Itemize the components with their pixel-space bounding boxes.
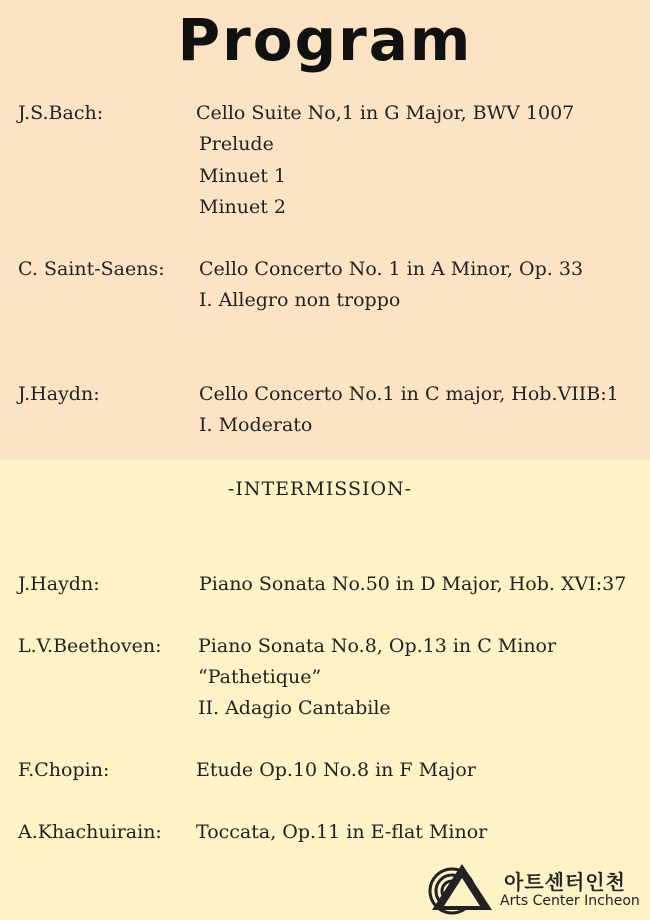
work-title: Piano Sonata No.8, Op.13 in C Minor [198, 635, 557, 657]
composer-name: J.S.Bach: [18, 102, 104, 124]
work-title: Cello Concerto No. 1 in A Minor, Op. 33 [199, 258, 584, 280]
work-title: Etude Op.10 No.8 in F Major [196, 759, 476, 781]
composer-name: F.Chopin: [18, 759, 110, 781]
work-title: Cello Concerto No.1 in C major, Hob.VIIB:1 [199, 383, 619, 405]
page-title: Program [177, 6, 473, 74]
movement: Minuet 1 [199, 165, 287, 187]
work-title: Toccata, Op.11 in E-flat Minor [196, 821, 488, 843]
work-subtitle: “Pathetique” [198, 666, 322, 688]
composer-name: J.Haydn: [18, 383, 100, 405]
program-bottom-panel [0, 460, 650, 920]
composer-name: A.Khachuirain: [18, 821, 162, 843]
arts-center-logo-icon [428, 860, 496, 915]
movement: I. Allegro non troppo [199, 289, 401, 311]
composer-name: J.Haydn: [18, 573, 100, 595]
movement: Minuet 2 [199, 196, 287, 218]
work-title: Cello Suite No,1 in G Major, BWV 1007 [196, 102, 575, 124]
movement: Prelude [199, 133, 274, 155]
intermission-label: -INTERMISSION- [227, 478, 413, 500]
logo-english-text: Arts Center Incheon [500, 893, 640, 909]
movement: II. Adagio Cantabile [198, 697, 391, 719]
composer-name: L.V.Beethoven: [18, 635, 162, 657]
work-title: Piano Sonata No.50 in D Major, Hob. XVI:37 [199, 573, 627, 595]
movement: I. Moderato [199, 414, 313, 436]
composer-name: C. Saint-Saens: [18, 258, 165, 280]
logo-korean-text: 아트센터인천 [504, 870, 626, 894]
arts-center-incheon-logo [428, 860, 643, 915]
